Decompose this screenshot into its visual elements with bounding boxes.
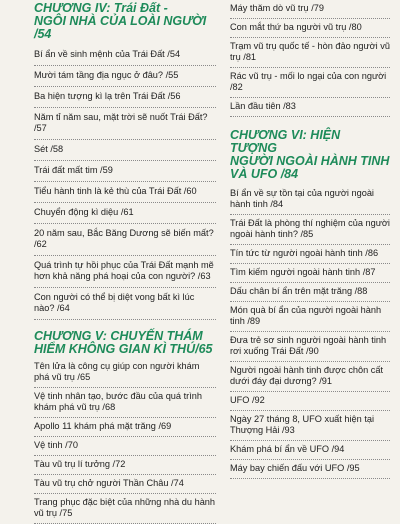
toc-entry: Dấu chân bí ẩn trên mặt trăng /88 [230, 283, 390, 302]
toc-entry: Rác vũ trụ - mối lo ngại của con người /82 [230, 68, 390, 98]
toc-entry: Năm tỉ năm sau, mặt trời sẽ nuốt Trái Đất? /57 [34, 108, 216, 140]
toc-entry: Tàu vũ trụ chở người Thần Châu /74 [34, 475, 216, 494]
toc-entry: Trái Đất là phòng thí nghiệm của người ngoài hành tinh? /85 [230, 215, 390, 245]
toc-entry: Trái đất mất tim /59 [34, 161, 216, 182]
toc-entry: Người ngoài hành tinh được chôn cất dưới đáy đại dương? /91 [230, 362, 390, 392]
chapter-vi-entries [230, 185, 390, 479]
toc-entry: Vệ tinh /70 [34, 437, 216, 456]
toc-entry: Máy bay chiến đấu với UFO /95 [230, 460, 390, 479]
chapter-v-heading [34, 330, 216, 356]
toc-entry: Món quà bí ẩn của người ngoài hành tinh /89 [230, 302, 390, 332]
toc-entry: UFO /92 [230, 392, 390, 411]
toc-entry: Khám phá bí ẩn về UFO /94 [230, 441, 390, 460]
toc-entry: Tiểu hành tinh là kẻ thù của Trái Đất /60 [34, 182, 216, 203]
right-column [230, 0, 390, 479]
chapter-vi-heading [230, 129, 390, 181]
toc-entry: Bí ẩn về sự tồn tại của người ngoài hành tinh /84 [230, 185, 390, 215]
toc-entry: Con mắt thứ ba người vũ trụ /80 [230, 19, 390, 38]
toc-entry: 20 năm sau, Bắc Băng Dương sẽ biến mất? /62 [34, 224, 216, 256]
left-column [34, 0, 216, 524]
toc-entry: Trạm vũ trụ quốc tế - hòn đảo người vũ trụ /81 [230, 38, 390, 68]
chapter-heading-line: NGÔI NHÀ CỦA LOÀI NGƯỜI /54 [34, 14, 207, 41]
toc-entry: Tìm kiếm người ngoài hành tinh /87 [230, 264, 390, 283]
chapter-v-continued-entries [230, 0, 390, 117]
chapter-heading-line: CHƯƠNG VI: HIỆN TƯỢNG [230, 128, 341, 155]
chapter-v-entries [34, 358, 216, 524]
chapter-heading-line: NGƯỜI NGOÀI HÀNH TINH [230, 154, 390, 168]
toc-entry: Trang phục đặc biệt của những nhà du hành vũ trụ /75 [34, 494, 216, 524]
chapter-iv-heading [34, 2, 216, 41]
chapter-heading-line: VÀ UFO /84 [230, 167, 299, 181]
chapter-iv-entries [34, 45, 216, 320]
chapter-heading-line: HIỂM KHÔNG GIAN KÌ THÚ/65 [34, 342, 213, 356]
toc-entry: Ba hiện tượng kì lạ trên Trái Đất /56 [34, 87, 216, 108]
toc-entry: Đưa trẻ sơ sinh người ngoài hành tinh rơi xuống Trái Đất /90 [230, 332, 390, 362]
toc-entry: Bí ẩn về sinh mệnh của Trái Đất /54 [34, 45, 216, 66]
toc-entry: Sét /58 [34, 140, 216, 161]
toc-entry: Tín tức từ người ngoài hành tinh /86 [230, 245, 390, 264]
toc-entry: Tên lửa là công cụ giúp con người khám phá vũ trụ /65 [34, 358, 216, 388]
chapter-heading-line: CHƯƠNG V: CHUYẾN THÁM [34, 329, 203, 343]
toc-entry: Lần đầu tiên /83 [230, 98, 390, 117]
toc-entry: Quá trình tự hồi phục của Trái Đất mạnh mẽ hơn khả năng phá hoại của con người? /63 [34, 256, 216, 288]
chapter-heading-line: CHƯƠNG IV: Trái Đất - [34, 1, 168, 15]
toc-entry: Máy thăm dò vũ trụ /79 [230, 0, 390, 19]
toc-entry: Ngày 27 tháng 8, UFO xuất hiện tại Thượng Hải /93 [230, 411, 390, 441]
toc-entry: Tàu vũ trụ lí tưởng /72 [34, 456, 216, 475]
toc-entry: Con người có thể bị diệt vong bất kì lúc nào? /64 [34, 288, 216, 320]
toc-entry: Mười tám tầng địa ngục ở đâu? /55 [34, 66, 216, 87]
toc-entry: Vệ tinh nhân tạo, bước đầu của quá trình khám phá vũ trụ /68 [34, 388, 216, 418]
toc-entry: Chuyển động kì diệu /61 [34, 203, 216, 224]
toc-entry: Apollo 11 khám phá mặt trăng /69 [34, 418, 216, 437]
